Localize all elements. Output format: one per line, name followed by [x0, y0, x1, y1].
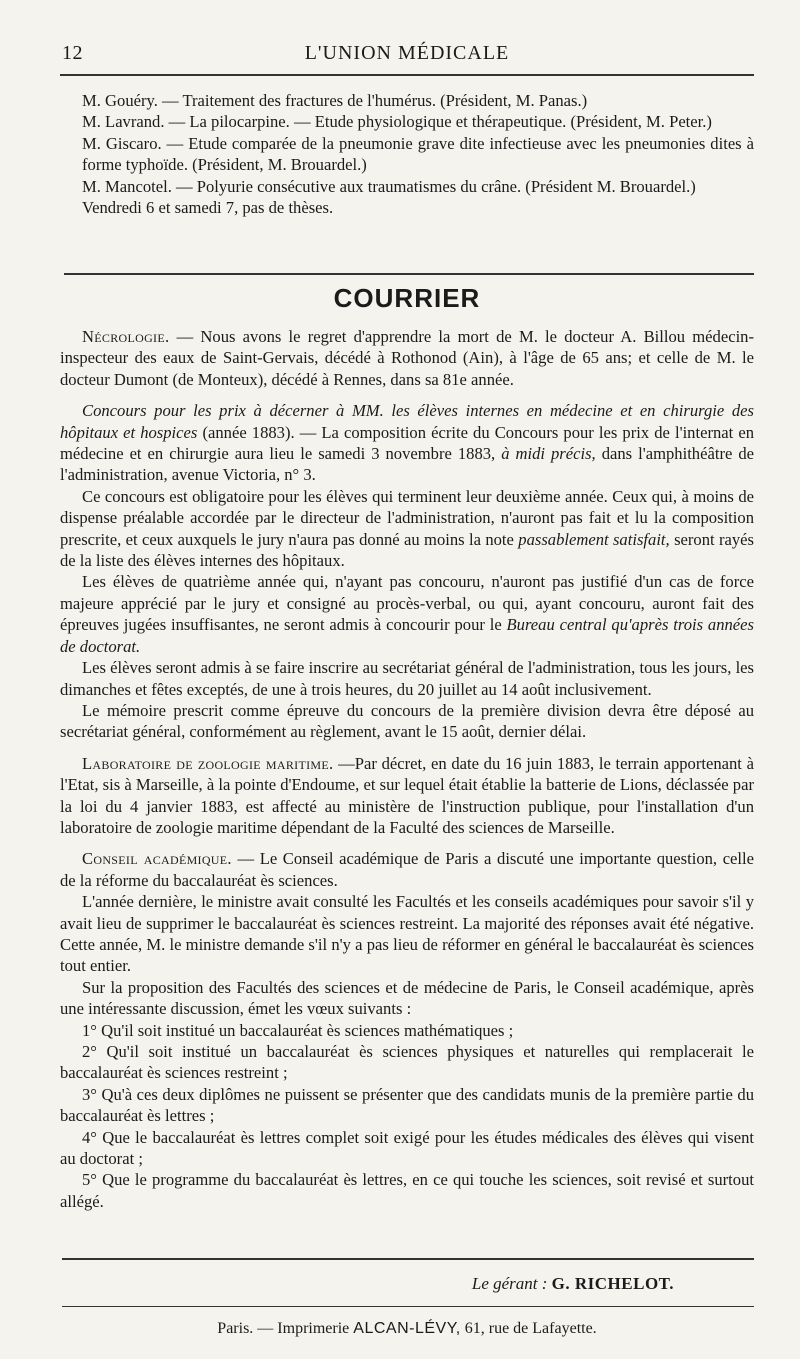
laboratoire-head: Laboratoire de zoologie maritime.	[82, 753, 334, 773]
imprint-prefix: Paris. — Imprimerie	[217, 1320, 350, 1337]
laboratoire-text: —Par décret, en date du 16 juin 1883, le terrain apportenant à l'Etat, sis à Marseille, à la pointe d'Endoume, et sur lequel était établie la batterie de Lions, déclassée par la loi du 4 janvier 1883, est affecté au ministère de l'instruction publique, pour l'installation d'un laboratoire de zoologie maritime dépendant de la Faculté des sciences de Marseille.	[60, 753, 754, 837]
signature	[472, 1274, 674, 1294]
imprint	[60, 1320, 754, 1338]
necrologie-paragraph	[60, 326, 754, 390]
necrologie-head: Nécrologie.	[82, 327, 170, 346]
conseil-proposition: Sur la proposition des Facultés des sciences et de médecine de Paris, le Conseil académique, après une intéressante discussion, émet les vœux suivants :	[60, 977, 754, 1019]
header-rule	[60, 74, 754, 76]
concours-obligation	[60, 486, 754, 572]
voeu-item: 1° Qu'il soit institué un baccalauréat ès sciences mathématiques ;	[82, 1020, 514, 1040]
courrier-body	[60, 326, 754, 1212]
courrier-heading: COURRIER	[333, 283, 481, 313]
concours-time: à midi précis,	[501, 444, 596, 464]
thesis-item: M. Mancotel. — Polyurie consécutive aux traumatismes du crâne. (Président M. Brouardel.)	[82, 176, 696, 196]
page-number: 12	[62, 42, 83, 64]
running-head	[60, 40, 754, 70]
thesis-item: M. Giscaro. — Etude comparée de la pneumonie grave dite infectieuse avec les pneumonies dites à forme typhoïde. (Président, M. Brouardel.)	[82, 133, 754, 175]
concours-paragraph	[60, 400, 754, 486]
thesis-item: M. Gouéry. — Traitement des fractures de l'humérus. (Président, M. Panas.)	[82, 91, 588, 110]
concours-quatrieme-text: Les élèves de quatrième année qui, n'ayant pas concouru, n'auront pas justifié d'un cas de force majeure apprécié par le jury et consigné au procès-verbal, ou qui, ayant concouru, auront fait des épreuves jugées insuffisantes, ne seront admis à concourir pour le	[60, 572, 754, 635]
thesis-item: M. Lavrand. — La pilocarpine. — Etude physiologique et thérapeutique. (Président, M. Peter.)	[82, 112, 712, 132]
gerant-name: G. RICHELOT.	[551, 1274, 674, 1293]
concours-obligation-text: Ce concours est obligatoire pour les élèves qui terminent leur deuxième année. Ceux qui, à moins de dispense préalable accordée par le directeur de l'administration, n'auront pas fait et lu la composition prescrite, et ceux auxquels le jury n'aura pas donné au moins la note	[60, 486, 754, 549]
necrologie-text: — Nous avons le regret d'apprendre la mort de M. le docteur A. Billou médecin-inspecteur des eaux de Saint-Gervais, décédé à Rothonod (Ain), à l'âge de 65 ans; et celle de M. le docteur Dumont (de Monteux), décédé à Rennes, dans sa 81e année.	[60, 327, 754, 389]
concours-quatrieme	[60, 571, 754, 657]
concours-intro-end: dans l'amphithéâtre de l'administration, avenue Victoria, n° 3.	[60, 444, 754, 485]
gerant-label: Le gérant :	[471, 1274, 548, 1293]
conseil-head: Conseil académique.	[82, 849, 232, 869]
voeu-item: 2° Qu'il soit institué un baccalauréat ès sciences physiques et naturelles qui remplacerait le baccalauréat ès sciences restreint ;	[60, 1042, 754, 1083]
imprint-printer: ALCAN-LÉVY,	[353, 1320, 461, 1337]
theses-list	[82, 90, 754, 218]
journal-title: L'UNION MÉDICALE	[304, 42, 510, 64]
imprint-address: 61, rue de Lafayette.	[464, 1320, 597, 1337]
conseil-text: — Le Conseil académique de Paris a discuté une importante question, celle de la réforme du baccalauréat ès sciences.	[60, 849, 755, 890]
concours-intro: (année 1883). — La composition écrite du Concours pour les prix de l'internat en médecine et en chirurgie aura lieu le samedi 3 novembre 1883,	[60, 422, 755, 464]
footer-rule	[62, 1258, 754, 1260]
voeu-item: 4° Que le baccalauréat ès lettres complet soit exigé pour les études médicales des élèves qui visent au doctorat ;	[60, 1127, 754, 1169]
voeu-item: 3° Qu'à ces deux diplômes ne puissent se présenter que des candidats munis de la première partie du baccalauréat ès lettres ;	[60, 1084, 754, 1126]
concours-head: Concours pour les prix à décerner à MM. les élèves internes en médecine et en chirurgie des hôpitaux et hospices	[60, 401, 754, 442]
section-rule	[64, 273, 754, 275]
laboratoire-paragraph	[60, 753, 754, 839]
conseil-paragraph	[60, 848, 754, 891]
thesis-note: Vendredi 6 et samedi 7, pas de thèses.	[82, 198, 334, 218]
concours-bureau: Bureau central qu'après trois années de doctorat.	[60, 615, 754, 656]
concours-obligation-end: seront rayés de la liste des élèves internes des hôpitaux.	[60, 529, 754, 571]
conseil-annee: L'année dernière, le ministre avait consulté les Facultés et les conseils académiques pour savoir s'il y avait lieu de supprimer le baccalauréat ès sciences restreint. La majorité des réponses avait été négative. Cette année, M. le ministre demande s'il n'y a pas lieu de réformer en général le baccalauréat ès sciences tout entier.	[60, 892, 754, 976]
voeu-item: 5° Que le programme du baccalauréat ès lettres, en ce qui touche les sciences, soit revisé et surtout allégé.	[60, 1170, 754, 1211]
imprint-rule	[62, 1306, 754, 1307]
concours-memoire: Le mémoire prescrit comme épreuve du concours de la première division devra être déposé au secrétariat général, conformément au règlement, avant le 15 août, dernier délai.	[60, 700, 754, 742]
concours-note: passablement satisfait,	[518, 529, 670, 549]
concours-inscription: Les élèves seront admis à se faire inscrire au secrétariat général de l'administration, tous les jours, les dimanches et fêtes exceptés, de une à trois heures, du 20 juillet au 14 août inclusivement.	[60, 658, 754, 699]
